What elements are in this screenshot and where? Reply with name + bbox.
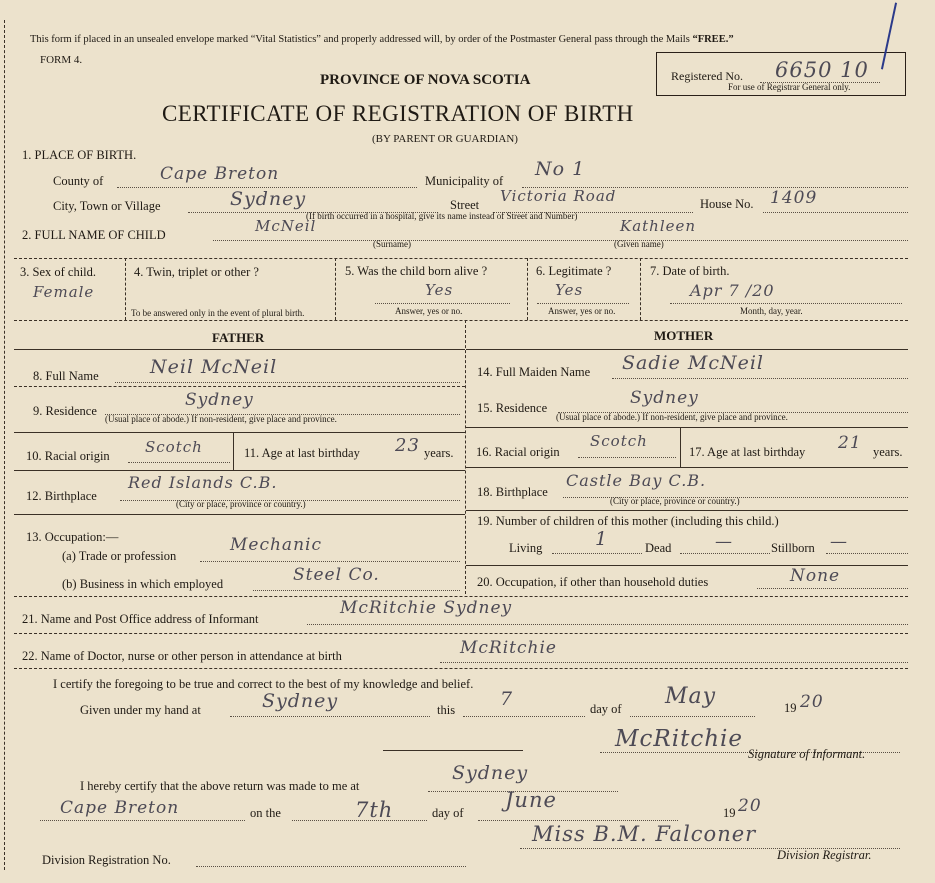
father-birthplace-note: (City or place, province or country.) <box>176 499 306 509</box>
legitimate-note: Answer, yes or no. <box>548 306 616 316</box>
registrar-statement: I hereby certify that the above return was made to me at <box>80 779 360 793</box>
registrar-county-line <box>40 820 245 821</box>
division-registration-line <box>196 866 466 867</box>
given-month-value: May <box>665 684 717 709</box>
doctor-top-border <box>14 633 908 634</box>
parents-top-border <box>14 320 908 321</box>
mother-living-value: 1 <box>595 528 609 550</box>
alive-note: Answer, yes or no. <box>395 306 463 316</box>
given-year-value: 20 <box>800 692 824 712</box>
given-place-line <box>230 716 430 717</box>
mother-birthplace-value: Castle Bay C.B. <box>566 471 707 490</box>
sex-label: 3. Sex of child. <box>20 265 97 279</box>
this-label: this <box>437 703 456 717</box>
given-place-value: Sydney <box>262 690 339 712</box>
informant-line <box>307 624 908 625</box>
birth-date-line <box>670 303 902 304</box>
row3-divider-1 <box>125 258 126 320</box>
house-line <box>763 212 908 213</box>
father-name-line <box>115 382 460 383</box>
registrar-day-value: 7th <box>355 798 394 822</box>
informant-value: McRitchie Sydney <box>340 598 513 618</box>
birth-date-note: Month, day, year. <box>740 306 803 316</box>
child-surname-value: McNeil <box>255 217 317 235</box>
county-label: County of <box>53 174 104 188</box>
mother-birthplace-label: 18. Birthplace <box>477 485 548 499</box>
father-age-value: 23 <box>395 435 420 456</box>
given-day-of: day of <box>590 702 622 716</box>
registrar-year-prefix: 19 <box>723 806 736 820</box>
father-trade-value: Mechanic <box>230 535 322 555</box>
father-residence-note: (Usual place of abode.) If non-resident, give place and province. <box>105 414 337 424</box>
mother-name-value: Sadie McNeil <box>622 352 764 374</box>
city-label: City, Town or Village <box>53 199 161 213</box>
house-label: House No. <box>700 197 754 211</box>
father-heading: FATHER <box>212 330 265 345</box>
birth-date-value: Apr 7 /20 <box>690 281 775 300</box>
father-birthplace-label: 12. Birthplace <box>26 489 97 503</box>
father-years: years. <box>424 446 454 460</box>
father-trade-line <box>200 561 460 562</box>
mother-age-value: 21 <box>838 433 862 453</box>
father-occupation-label: 13. Occupation:— <box>26 530 119 544</box>
father-birthplace-value: Red Islands C.B. <box>128 473 278 492</box>
municipality-value: No 1 <box>535 158 586 180</box>
mother-name-label: 14. Full Maiden Name <box>477 365 591 379</box>
birth-date-label: 7. Date of birth. <box>650 264 730 278</box>
mother-stillborn-line <box>826 553 908 554</box>
certify-top-border <box>14 668 908 669</box>
doctor-line <box>440 662 908 663</box>
registrar-month-line <box>478 820 678 821</box>
province-title: PROVINCE OF NOVA SCOTIA <box>320 72 531 88</box>
separator-rule <box>383 750 523 751</box>
legitimate-line <box>537 303 629 304</box>
alive-label: 5. Was the child born alive ? <box>345 264 488 278</box>
doctor-label: 22. Name of Doctor, nurse or other person in attendance at birth <box>22 649 342 663</box>
mother-years: years. <box>873 445 903 459</box>
father-name-label: 8. Full Name <box>33 369 99 383</box>
city-value: Sydney <box>230 188 307 210</box>
municipality-label: Municipality of <box>425 174 504 188</box>
father-name-value: Neil McNeil <box>150 356 278 378</box>
registrar-caption: Division Registrar. <box>777 848 872 862</box>
mother-occupation-line <box>757 588 908 589</box>
mother-occupation-label: 20. Occupation, if other than household duties <box>477 575 709 589</box>
alive-value: Yes <box>425 281 454 299</box>
informant-label: 21. Name and Post Office address of Informant <box>22 612 259 626</box>
mother-row-rule-5 <box>466 565 908 566</box>
mother-stillborn-label: Stillborn <box>771 541 815 555</box>
mother-dead-label: Dead <box>645 541 672 555</box>
mother-residence-label: 15. Residence <box>477 401 548 415</box>
street-value: Victoria Road <box>500 187 617 205</box>
free-text: “FREE.” <box>692 34 734 45</box>
mother-racial-label: 16. Racial origin <box>476 445 560 459</box>
surname-caption: (Surname) <box>373 239 411 249</box>
mother-row-rule-3 <box>466 467 908 468</box>
mother-dead-line <box>680 553 770 554</box>
father-racial-label: 10. Racial origin <box>26 449 110 463</box>
father-age-divider <box>233 432 234 470</box>
place-of-birth-label: 1. PLACE OF BIRTH. <box>22 148 137 162</box>
twin-label: 4. Twin, triplet or other ? <box>134 265 259 279</box>
mother-residence-note: (Usual place of abode.) If non-resident, give place and province. <box>556 412 788 422</box>
hospital-note: (If birth occurred in a hospital, give its name instead of Street and Number) <box>306 211 578 221</box>
child-name-label: 2. FULL NAME OF CHILD <box>22 228 166 242</box>
given-day-value: 7 <box>500 688 514 710</box>
registrar-on-the: on the <box>250 806 281 820</box>
child-name-line <box>213 240 908 241</box>
mother-name-line <box>612 378 908 379</box>
given-month-line <box>630 716 755 717</box>
alive-line <box>375 303 510 304</box>
registrar-day-of: day of <box>432 806 464 820</box>
informant-signature: McRitchie <box>615 726 744 752</box>
father-row-rule-4 <box>14 514 465 515</box>
given-year-prefix: 19 <box>784 701 797 715</box>
mother-row-rule-2 <box>466 427 908 428</box>
father-heading-rule <box>14 349 465 350</box>
doctor-value: McRitchie <box>460 638 557 658</box>
father-row-rule-3 <box>14 470 465 471</box>
mother-dead-value: — <box>715 532 733 552</box>
father-racial-line <box>128 462 230 463</box>
certificate-title: CERTIFICATE OF REGISTRATION OF BIRTH <box>162 101 634 126</box>
informant-signature-caption: Signature of Informant. <box>748 747 866 761</box>
row3-divider-2 <box>335 258 336 320</box>
registrar-month-value: June <box>505 788 557 812</box>
child-given-value: Kathleen <box>620 217 697 235</box>
mother-stillborn-value: — <box>830 532 848 552</box>
legitimate-label: 6. Legitimate ? <box>536 264 612 278</box>
mother-heading-rule <box>466 349 908 350</box>
registered-value: 6650 10 <box>775 58 869 82</box>
mother-residence-value: Sydney <box>630 388 699 408</box>
father-row-rule-2 <box>14 432 465 433</box>
sex-value: Female <box>33 283 95 301</box>
house-value: 1409 <box>770 188 818 208</box>
mother-age-divider <box>680 427 681 467</box>
mother-occupation-value: None <box>790 566 841 586</box>
legitimate-value: Yes <box>555 281 584 299</box>
father-residence-value: Sydney <box>185 390 254 410</box>
father-racial-value: Scotch <box>145 438 203 456</box>
mother-heading: MOTHER <box>654 328 714 343</box>
mother-row-rule-4 <box>466 510 908 511</box>
father-residence-label: 9. Residence <box>33 404 97 418</box>
form-number: FORM 4. <box>40 54 83 66</box>
row3-divider-4 <box>640 258 641 320</box>
row3-divider-3 <box>527 258 528 320</box>
registrar-county-value: Cape Breton <box>60 798 180 818</box>
mother-racial-value: Scotch <box>590 432 648 450</box>
father-business-label: (b) Business in which employed <box>62 577 224 591</box>
county-value: Cape Breton <box>160 164 280 184</box>
mother-living-line <box>552 553 642 554</box>
given-caption: (Given name) <box>614 239 664 249</box>
father-business-value: Steel Co. <box>293 565 380 585</box>
given-day-line <box>463 716 585 717</box>
registrar-signature: Miss B.M. Falconer <box>532 822 757 846</box>
father-business-line <box>253 590 460 591</box>
registrar-place-value: Sydney <box>452 762 529 784</box>
certificate-subtitle: (BY PARENT OR GUARDIAN) <box>372 133 518 145</box>
given-label: Given under my hand at <box>80 703 201 717</box>
mail-notice <box>30 35 734 46</box>
registrar-use-note: For use of Registrar General only. <box>728 82 851 92</box>
registrar-year-value: 20 <box>738 796 762 816</box>
mail-notice-text: This form if placed in an unsealed envelope marked “Vital Statistics” and properly addressed will, by order of the Postmaster General pass through the Mails <box>30 34 690 45</box>
street-label: Street <box>450 198 480 212</box>
father-row-rule-1 <box>14 386 465 387</box>
mother-children-label: 19. Number of children of this mother (including this child.) <box>477 514 779 528</box>
mother-racial-line <box>578 457 676 458</box>
informant-top-border <box>14 596 908 597</box>
twin-note: To be answered only in the event of plural birth. <box>131 308 305 318</box>
parents-divider <box>465 320 466 594</box>
father-trade-label: (a) Trade or profession <box>62 549 177 563</box>
left-perforation <box>4 20 5 870</box>
row3-top-border <box>14 258 908 259</box>
mother-birthplace-note: (City or place, province or country.) <box>610 496 740 506</box>
registered-label: Registered No. <box>671 69 743 83</box>
mother-living-label: Living <box>509 541 543 555</box>
certify-statement: I certify the foregoing to be true and correct to the best of my knowledge and belief. <box>53 677 474 691</box>
father-age-label: 11. Age at last birthday <box>244 446 360 460</box>
mother-age-label: 17. Age at last birthday <box>689 445 806 459</box>
division-registration-label: Division Registration No. <box>42 853 171 867</box>
